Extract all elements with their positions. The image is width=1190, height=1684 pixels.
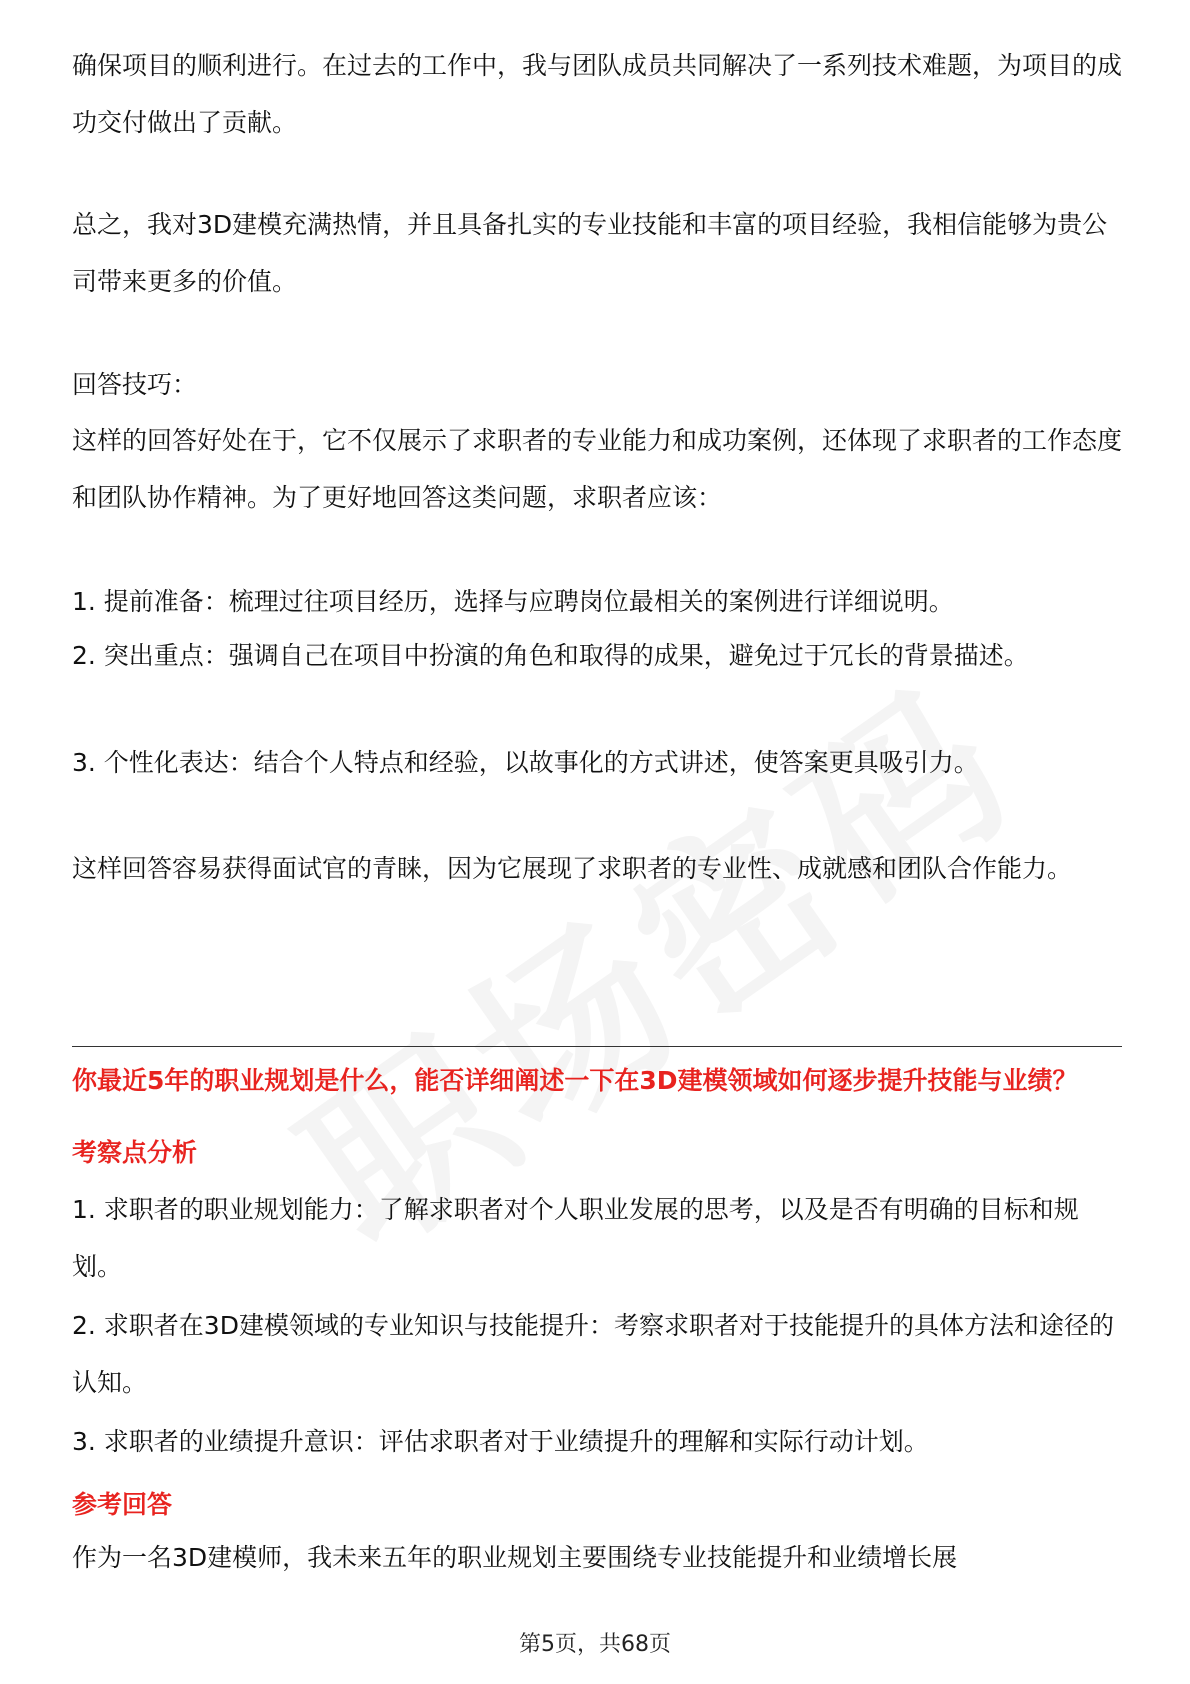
tip-item-2: 2. 突出重点：强调自己在项目中扮演的角色和取得的成果，避免过于冗长的背景描述。	[72, 641, 1029, 670]
reference-text: 作为一名3D建模师，我未来五年的职业规划主要围绕专业技能提升和业绩增长展	[72, 1543, 958, 1572]
tips-heading: 回答技巧：	[72, 370, 198, 399]
analysis-item-2: 2. 求职者在3D建模领域的专业知识与技能提升：考察求职者对于技能提升的具体方法和途径的认知。	[72, 1311, 1114, 1397]
analysis-item-1: 1. 求职者的职业规划能力：了解求职者对个人职业发展的思考，以及是否有明确的目标和规划。	[72, 1195, 1079, 1281]
analysis-item-3: 3. 求职者的业绩提升意识：评估求职者对于业绩提升的理解和实际行动计划。	[72, 1427, 929, 1456]
paragraph-summary: 这样回答容易获得面试官的青睐，因为它展现了求职者的专业性、成就感和团队合作能力。	[72, 854, 1073, 883]
paragraph-project-contribution: 确保项目的顺利进行。在过去的工作中，我与团队成员共同解决了一系列技术难题，为项目的成功交付做出了贡献。	[72, 51, 1123, 137]
section-divider	[72, 1046, 1122, 1047]
reference-heading: 参考回答	[72, 1490, 173, 1519]
tip-item-1: 1. 提前准备：梳理过往项目经历，选择与应聘岗位最相关的案例进行详细说明。	[72, 587, 954, 616]
tip-item-3: 3. 个性化表达：结合个人特点和经验，以故事化的方式讲述，使答案更具吸引力。	[72, 748, 979, 777]
paragraph-conclusion: 总之，我对3D建模充满热情，并且具备扎实的专业技能和丰富的项目经验，我相信能够为贵公司带来更多的价值。	[72, 210, 1108, 296]
page-footer: 第5页，共68页	[519, 1632, 671, 1657]
question-title: 你最近5年的职业规划是什么，能否详细阐述一下在3D建模领域如何逐步提升技能与业绩？	[72, 1066, 1078, 1095]
tips-body: 这样的回答好处在于，它不仅展示了求职者的专业能力和成功案例，还体现了求职者的工作态度和团队协作精神。为了更好地回答这类问题，求职者应该：	[72, 426, 1123, 512]
analysis-heading: 考察点分析	[72, 1138, 198, 1167]
